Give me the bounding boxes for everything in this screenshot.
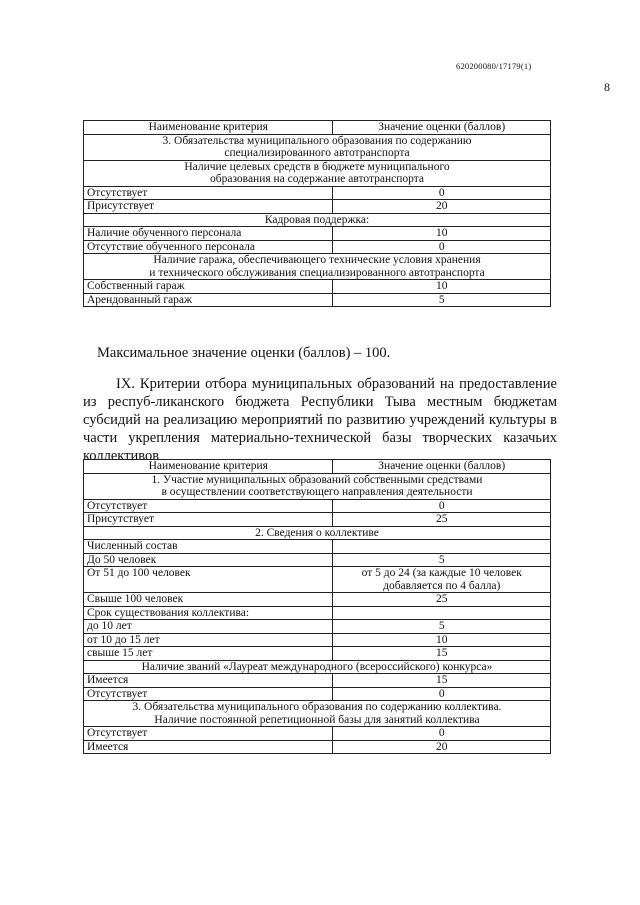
criterion-cell: Собственный гараж <box>84 280 333 294</box>
criterion-cell: Свыше 100 человек <box>84 593 333 607</box>
column-header-criterion: Наименование критерия <box>84 121 333 135</box>
section-row-cell <box>84 213 551 227</box>
table-row <box>84 674 551 688</box>
criteria-table-transport <box>83 120 551 307</box>
score-cell: от 5 до 24 (за каждые 10 человек добавляется по 4 балла) <box>333 567 551 593</box>
criterion-cell: Имеется <box>84 740 333 754</box>
table-row <box>84 553 551 567</box>
table-row <box>84 200 551 214</box>
table-row <box>84 620 551 634</box>
section-row-line: 2. Сведения о коллективе <box>255 526 379 539</box>
score-cell: 20 <box>333 740 551 754</box>
section-row-cell <box>84 701 551 727</box>
table-row <box>84 633 551 647</box>
criterion-cell: Присутствует <box>84 513 333 527</box>
column-header-score: Значение оценки (баллов) <box>333 460 551 474</box>
table-row <box>84 740 551 754</box>
table-row <box>84 227 551 241</box>
score-cell: 0 <box>333 240 551 254</box>
criterion-cell: Арендованный гараж <box>84 293 333 307</box>
section-row-line: образования на содержание автотранспорта <box>209 173 424 185</box>
section-row-line: в осуществлении соответствующего направления деятельности <box>161 486 473 498</box>
document-id: 620200080/17179(1) <box>456 61 532 71</box>
table-header-row <box>84 460 551 474</box>
criterion-cell: Отсутствует <box>84 727 333 741</box>
score-cell: 10 <box>333 280 551 294</box>
table-row <box>84 727 551 741</box>
criterion-cell: Численный состав <box>84 540 333 554</box>
score-cell: 15 <box>333 674 551 688</box>
table-header-row <box>84 121 551 135</box>
section-row-line: Кадровая поддержка: <box>264 213 370 226</box>
criterion-cell: От 51 до 100 человек <box>84 567 333 593</box>
table-row <box>84 526 551 540</box>
table-row <box>84 606 551 620</box>
criterion-cell: свыше 15 лет <box>84 647 333 661</box>
table-row <box>84 293 551 307</box>
section-row-cell <box>84 160 551 186</box>
table-body <box>84 134 551 307</box>
criterion-cell: Отсутствие обученного персонала <box>84 240 333 254</box>
section-row-line: Наличие постоянной репетиционной базы для занятий коллектива <box>154 713 480 726</box>
section-row-cell <box>84 473 551 499</box>
criteria-table-cossack-collectives <box>83 459 551 754</box>
section-row-line: специализированного автотранспорта <box>224 147 410 159</box>
section-row-line: 3. Обязательства муниципального образования по содержанию <box>162 134 472 147</box>
score-cell: 10 <box>333 227 551 241</box>
table-row <box>84 660 551 674</box>
section-row-line: и технического обслуживания специализированного автотранспорта <box>149 266 485 279</box>
score-cell: 5 <box>333 620 551 634</box>
table-row <box>84 280 551 294</box>
section-ix-heading: IX. Критерии отбора муниципальных образований на предоставление из респуб-ликанского бюджета Республики Тыва местным бюджетам субсидий на реализацию мероприятий по развитию учреждений культуры в части укрепления материально-технической базы творческих казачьих коллективов <box>83 376 557 464</box>
table-row <box>84 513 551 527</box>
score-cell: 10 <box>333 633 551 647</box>
section-row-cell <box>84 254 551 280</box>
column-header-score: Значение оценки (баллов) <box>333 121 551 135</box>
table-body <box>84 473 551 754</box>
score-cell: 25 <box>333 593 551 607</box>
page-number: 8 <box>604 80 610 94</box>
score-cell: 0 <box>333 727 551 741</box>
criterion-cell: Отсутствует <box>84 186 333 200</box>
section-row-line: 1. Участие муниципальных образований собственными средствами <box>151 473 483 486</box>
score-cell: 0 <box>333 687 551 701</box>
table-row <box>84 160 551 186</box>
criterion-cell: от 10 до 15 лет <box>84 633 333 647</box>
table-row <box>84 647 551 661</box>
score-cell: 20 <box>333 200 551 214</box>
score-cell: 5 <box>333 293 551 307</box>
table-row <box>84 186 551 200</box>
section-row-cell <box>84 134 551 160</box>
score-cell <box>333 606 551 620</box>
score-cell: 5 <box>333 553 551 567</box>
table-row <box>84 593 551 607</box>
criterion-cell: Срок существования коллектива: <box>84 606 333 620</box>
criterion-cell: До 50 человек <box>84 553 333 567</box>
criterion-cell: Наличие обученного персонала <box>84 227 333 241</box>
section-row-line: 3. Обязательства муниципального образования по содержанию коллектива. <box>132 701 502 713</box>
table-row <box>84 701 551 727</box>
section-row-cell <box>84 526 551 540</box>
criterion-cell: до 10 лет <box>84 620 333 634</box>
score-cell <box>333 540 551 554</box>
column-header-criterion: Наименование критерия <box>84 460 333 474</box>
criterion-cell: Отсутствует <box>84 499 333 513</box>
section-row-line: Наличие гаража, обеспечивающего технические условия хранения <box>153 254 481 266</box>
table-row <box>84 213 551 227</box>
table-row <box>84 134 551 160</box>
score-cell: 0 <box>333 186 551 200</box>
criterion-cell: Отсутствует <box>84 687 333 701</box>
table-row <box>84 540 551 554</box>
max-score-line: Максимальное значение оценки (баллов) – 100. <box>97 345 391 361</box>
table-row <box>84 499 551 513</box>
table-row <box>84 567 551 593</box>
section-row-line: Наличие званий «Лауреат международного (всероссийского) конкурса» <box>141 660 493 673</box>
table-row <box>84 473 551 499</box>
table-row <box>84 240 551 254</box>
table-row <box>84 254 551 280</box>
score-cell: 15 <box>333 647 551 661</box>
score-cell: 25 <box>333 513 551 527</box>
criterion-cell: Присутствует <box>84 200 333 214</box>
section-row-line: Наличие целевых средств в бюджете муниципального <box>184 160 450 173</box>
section-row-cell <box>84 660 551 674</box>
score-cell: 0 <box>333 499 551 513</box>
criterion-cell: Имеется <box>84 674 333 688</box>
table-row <box>84 687 551 701</box>
